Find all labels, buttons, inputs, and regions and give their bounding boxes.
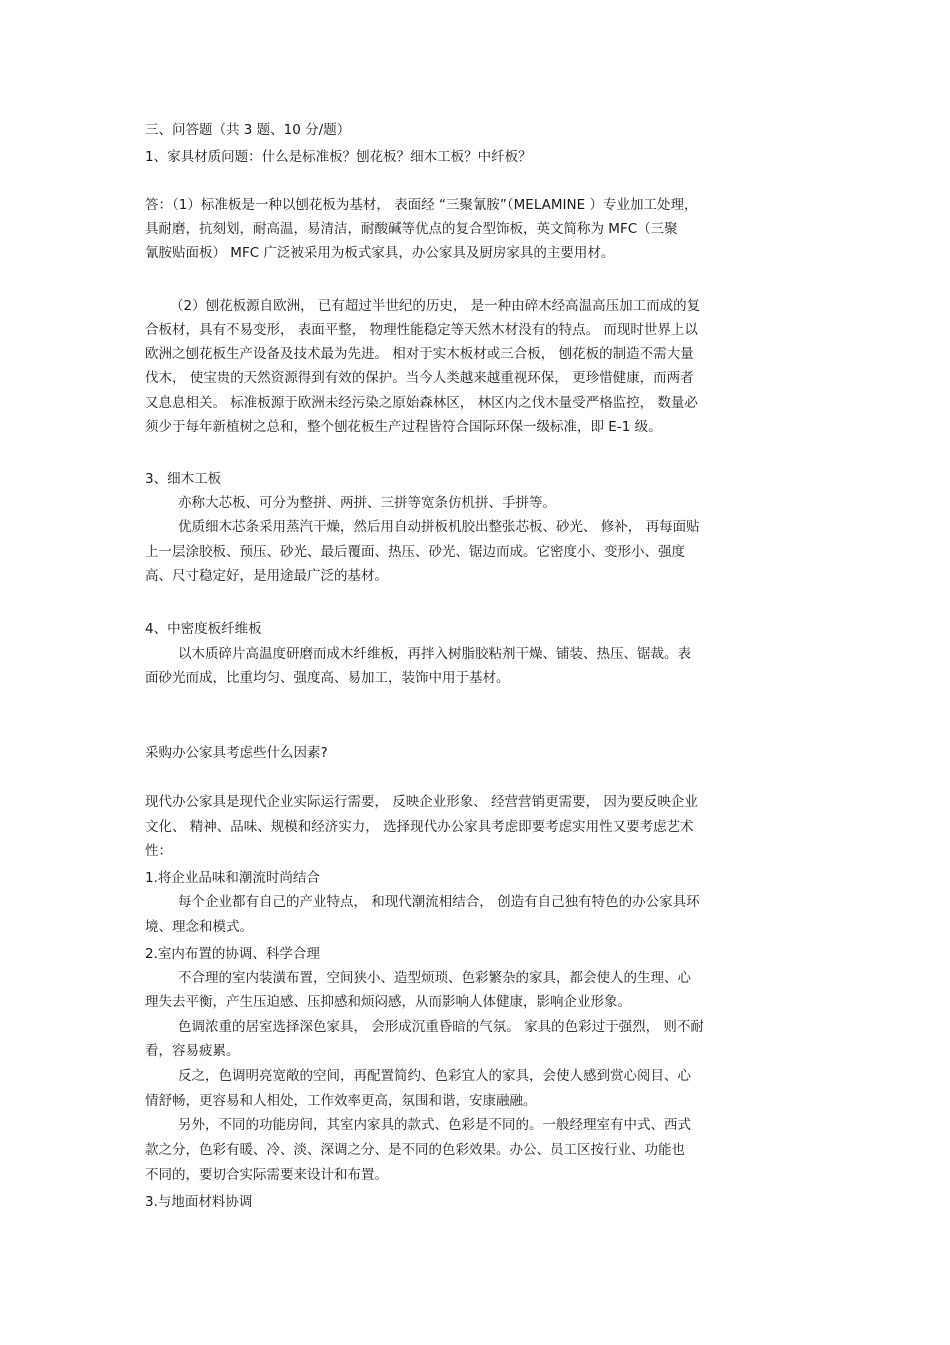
question-2: 采购办公家具考虑些什么因素? bbox=[145, 745, 328, 761]
section-4-line: 以木质碎片高温度研磨而成木纤维板，再拌入树脂胶粘剂干燥、铺装、热压、锯裁。表 bbox=[178, 646, 691, 662]
point-3-title: 3.与地面材料协调 bbox=[145, 1194, 253, 1210]
point-1-line: 境、理念和模式。 bbox=[145, 919, 253, 935]
point-1-title: 1.将企业品味和潮流时尚结合 bbox=[145, 870, 320, 886]
section-3-title: 3、细木工板 bbox=[145, 471, 222, 487]
point-2-line: 款之分，色彩有暖、冷、淡、深调之分、是不同的色彩效果。办公、员工区按行业、功能也 bbox=[145, 1142, 685, 1158]
answer-2-line: 合板材，具有不易变形， 表面平整， 物理性能稳定等天然木材没有的特点。 而现时世界上以 bbox=[145, 322, 698, 338]
answer-1-line: 具耐磨，抗刻划，耐高温，易清洁，耐酸碱等优点的复合型饰板，英文简称为 MFC（三聚 bbox=[145, 221, 678, 237]
section-3-line: 高、尺寸稳定好，是用途最广泛的基材。 bbox=[145, 568, 388, 584]
intro-line: 性： bbox=[145, 843, 172, 859]
answer-2-line: 须少于每年新植树之总和，整个刨花板生产过程皆符合国际环保一级标准，即 E-1 级。 bbox=[145, 419, 662, 435]
section-3-line: 亦称大芯板、可分为整拼、两拼、三拼等宽条仿机拼、手拼等。 bbox=[178, 495, 556, 511]
answer-2-line: 又息息相关。 标准板源于欧洲未经污染之原始森林区， 林区内之伐木量受严格监控， 数量必 bbox=[145, 395, 698, 411]
answer-2-line: （2）刨花板源自欧洲， 已有超过半世纪的历史， 是一种由碎木经高温高压加工而成的复 bbox=[170, 298, 701, 314]
section-heading: 三、问答题（共 3 题、10 分/题） bbox=[145, 122, 351, 138]
point-2-title: 2.室内布置的协调、科学合理 bbox=[145, 946, 320, 962]
point-2-line: 理失去平衡，产生压迫感、压抑感和烦闷感，从而影响人体健康，影响企业形象。 bbox=[145, 994, 631, 1010]
section-4-title: 4、中密度板纤维板 bbox=[145, 621, 262, 637]
section-3-line: 优质细木芯条采用蒸汽干燥，然后用自动拼板机胶出整张芯板、砂光、 修补， 再每面贴 bbox=[178, 519, 700, 535]
point-2-line: 不合理的室内装潢布置，空间狭小、造型烦琐、色彩繁杂的家具，都会使人的生理、心 bbox=[178, 970, 691, 986]
point-2-line: 另外，不同的功能房间，其室内家具的款式、色彩是不同的。一般经理室有中式、西式 bbox=[178, 1117, 691, 1133]
answer-1-line: 氰胺贴面板） MFC 广泛被采用为板式家具，办公家具及厨房家具的主要用材。 bbox=[145, 245, 615, 261]
section-3-line: 上一层涂胶板、预压、砂光、最后覆面、热压、砂光、锯边而成。它密度小、变形小、强度 bbox=[145, 544, 685, 560]
answer-1-line: 答：（1）标准板是一种以刨花板为基材， 表面经 “三聚氰胺”（MELAMINE ）专业加工处理， bbox=[145, 197, 698, 213]
point-2-line: 看，容易疲累。 bbox=[145, 1043, 240, 1059]
answer-2-line: 伐木， 使宝贵的天然资源得到有效的保护。当今人类越来越重视环保， 更珍惜健康，而两者 bbox=[145, 370, 694, 386]
question-1: 1、家具材质问题：什么是标准板？刨花板？细木工板？中纤板？ bbox=[145, 149, 532, 165]
answer-2-line: 欧洲之刨花板生产设备及技术最为先进。 相对于实木板材或三合板， 刨花板的制造不需大量 bbox=[145, 346, 694, 362]
point-2-line: 情舒畅，更容易和人相处，工作效率更高，氛围和谐，安康融融。 bbox=[145, 1093, 537, 1109]
section-4-line: 面砂光而成，比重均匀、强度高、易加工，装饰中用于基材。 bbox=[145, 670, 510, 686]
point-2-line: 色调浓重的居室选择深色家具， 会形成沉重昏暗的气氛。 家具的色彩过于强烈， 则不耐 bbox=[178, 1019, 704, 1035]
point-2-line: 不同的，要切合实际需要来设计和布置。 bbox=[145, 1167, 388, 1183]
intro-line: 现代办公家具是现代企业实际运行需要， 反映企业形象、 经营营销更需要， 因为要反映企业 bbox=[145, 794, 698, 810]
point-2-line: 反之，色调明亮宽敞的空间，再配置简约、色彩宜人的家具，会使人感到赏心阅目、心 bbox=[178, 1068, 691, 1084]
intro-line: 文化、 精神、品味、规模和经济实力， 选择现代办公家具考虑即要考虑实用性又要考虑艺术 bbox=[145, 819, 694, 835]
point-1-line: 每个企业都有自己的产业特点， 和现代潮流相结合， 创造有自己独有特色的办公家具环 bbox=[178, 894, 700, 910]
